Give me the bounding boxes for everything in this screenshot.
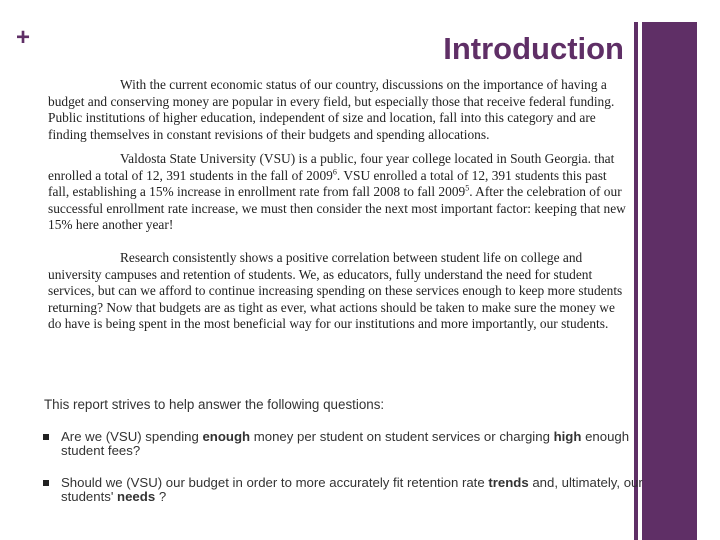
paragraph-research-retention: Research consistently shows a positive correlation between student life on college and university campuses and retention of students. We, as educators, fully understand the need for student services, but can we afford to continue increasing spending on these services enough to keep more students returning? Now that budgets are as tight as ever, what actions should be taken to make sure the money we do have is being spent in the most beneficial way for our institutions and more importantly, our students. [48, 250, 623, 331]
question-item-budget [42, 476, 672, 504]
question-text: ? [155, 489, 167, 504]
slide-title: Introduction [443, 31, 624, 66]
paragraph-text: Valdosta State University (VSU) is a public, four year college located in South Georgia. that enrolled a total of 12, 391 students in the fall of 2009 [48, 151, 615, 183]
questions-list [42, 430, 672, 522]
question-emphasis: trends [488, 475, 529, 490]
question-text: Are we (VSU) spending [61, 429, 203, 444]
footnote-marker: 6 [332, 167, 337, 177]
question-text: enough student fees? [61, 429, 630, 458]
question-text: Should we (VSU) our budget in order to more accurately fit retention rate [61, 475, 489, 490]
question-text: and, ultimately, our students' [61, 475, 643, 504]
square-bullet-icon [43, 480, 49, 486]
plus-mark: + [16, 24, 31, 51]
square-bullet-icon [43, 434, 49, 440]
question-text: money per student on student services or charging [250, 429, 554, 444]
paragraph-text: . VSU enrolled a total of 12, 391 students this past fall, establishing a 15% increase in enrollment rate from fall 2008 to fall 2009 [48, 167, 607, 199]
footnote-marker: 5 [465, 183, 470, 193]
question-emphasis: needs [117, 489, 156, 504]
question-emphasis: enough [202, 429, 251, 444]
paragraph-vsu-enrollment [48, 151, 630, 234]
paragraph-economic-status: With the current economic status of our country, discussions on the importance of having a budget and conserving money are popular in every field, but especially those that receive federal funding. Public institutions of higher education, independent of size and location, fall into this category and are finding themselves in constant revisions of their budgets and spending allocations. [48, 77, 615, 142]
question-emphasis: high [553, 429, 582, 444]
questions-lead: This report strives to help answer the following questions: [44, 397, 385, 412]
paragraph-text: . After the celebration of our successful enrollment rate increase, we must then consider the next most important factor: keeping that new 15% here another year! [48, 184, 626, 232]
question-item-spending [42, 430, 672, 458]
